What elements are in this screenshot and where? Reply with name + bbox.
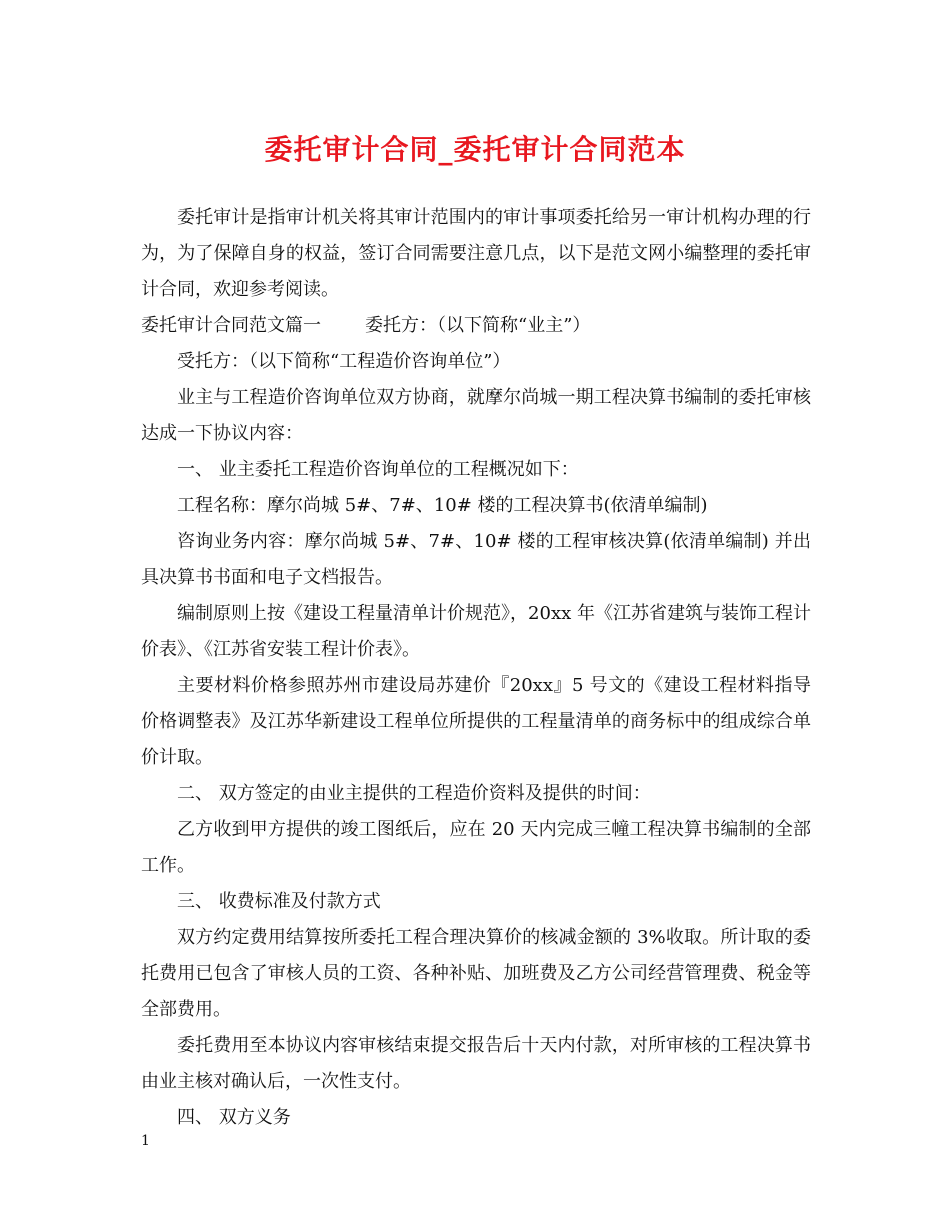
paragraph: 受托方：（以下简称“工程造价咨询单位”） [177, 351, 511, 372]
paragraph: 乙方收到甲方提供的竣工图纸后，应在 20 天内完成三幢工程决算书编制的全部工作。 [141, 819, 811, 876]
page-number: 1 [141, 1133, 150, 1149]
client-line: 委托方：（以下简称“业主”） [365, 315, 591, 336]
paragraph: 咨询业务内容：摩尔尚城 5#、7#、10# 楼的工程审核决算(依清单编制) 并出具决算书书面和电子文档报告。 [141, 531, 811, 588]
paragraph: 编制原则上按《建设工程量清单计价规范》，20xx 年《江苏省建筑与装饰工程计价表》、《江苏省安装工程计价表》。 [141, 603, 811, 660]
section-heading: 一、 业主委托工程造价咨询单位的工程概况如下： [177, 459, 579, 480]
document-title: 委托审计合同_委托审计合同范本 [264, 133, 686, 166]
paragraph: 业主与工程造价咨询单位双方协商，就摩尔尚城一期工程决算书编制的委托审核达成一下协议内容： [141, 387, 811, 444]
paragraph: 委托费用至本协议内容审核结束提交报告后十天内付款，对所审核的工程决算书由业主核对确认后，一次性支付。 [141, 1035, 811, 1092]
document-body [141, 200, 811, 1136]
section-heading: 三、 收费标准及付款方式 [177, 891, 381, 912]
section-heading: 四、 双方义务 [177, 1107, 291, 1128]
section-heading: 二、 双方签定的由业主提供的工程造价资料及提供的时间： [177, 783, 651, 804]
sample-heading: 委托审计合同范文篇一 [141, 315, 321, 336]
paragraph: 主要材料价格参照苏州市建设局苏建价『20xx』5 号文的《建设工程材料指导价格调整表》及江苏华新建设工程单位所提供的工程量清单的商务标中的组成综合单价计取。 [141, 675, 811, 768]
intro-paragraph: 委托审计是指审计机关将其审计范围内的审计事项委托给另一审计机构办理的行为，为了保障自身的权益，签订合同需要注意几点，以下是范文网小编整理的委托审计合同，欢迎参考阅读。 [141, 207, 811, 300]
paragraph: 双方约定费用结算按所委托工程合理决算价的核减金额的 3%收取。所计取的委托费用已包含了审核人员的工资、各种补贴、加班费及乙方公司经营管理费、税金等全部费用。 [141, 927, 811, 1020]
sample-heading-line [141, 308, 811, 344]
paragraph: 工程名称：摩尔尚城 5#、7#、10# 楼的工程决算书(依清单编制) [177, 495, 708, 516]
